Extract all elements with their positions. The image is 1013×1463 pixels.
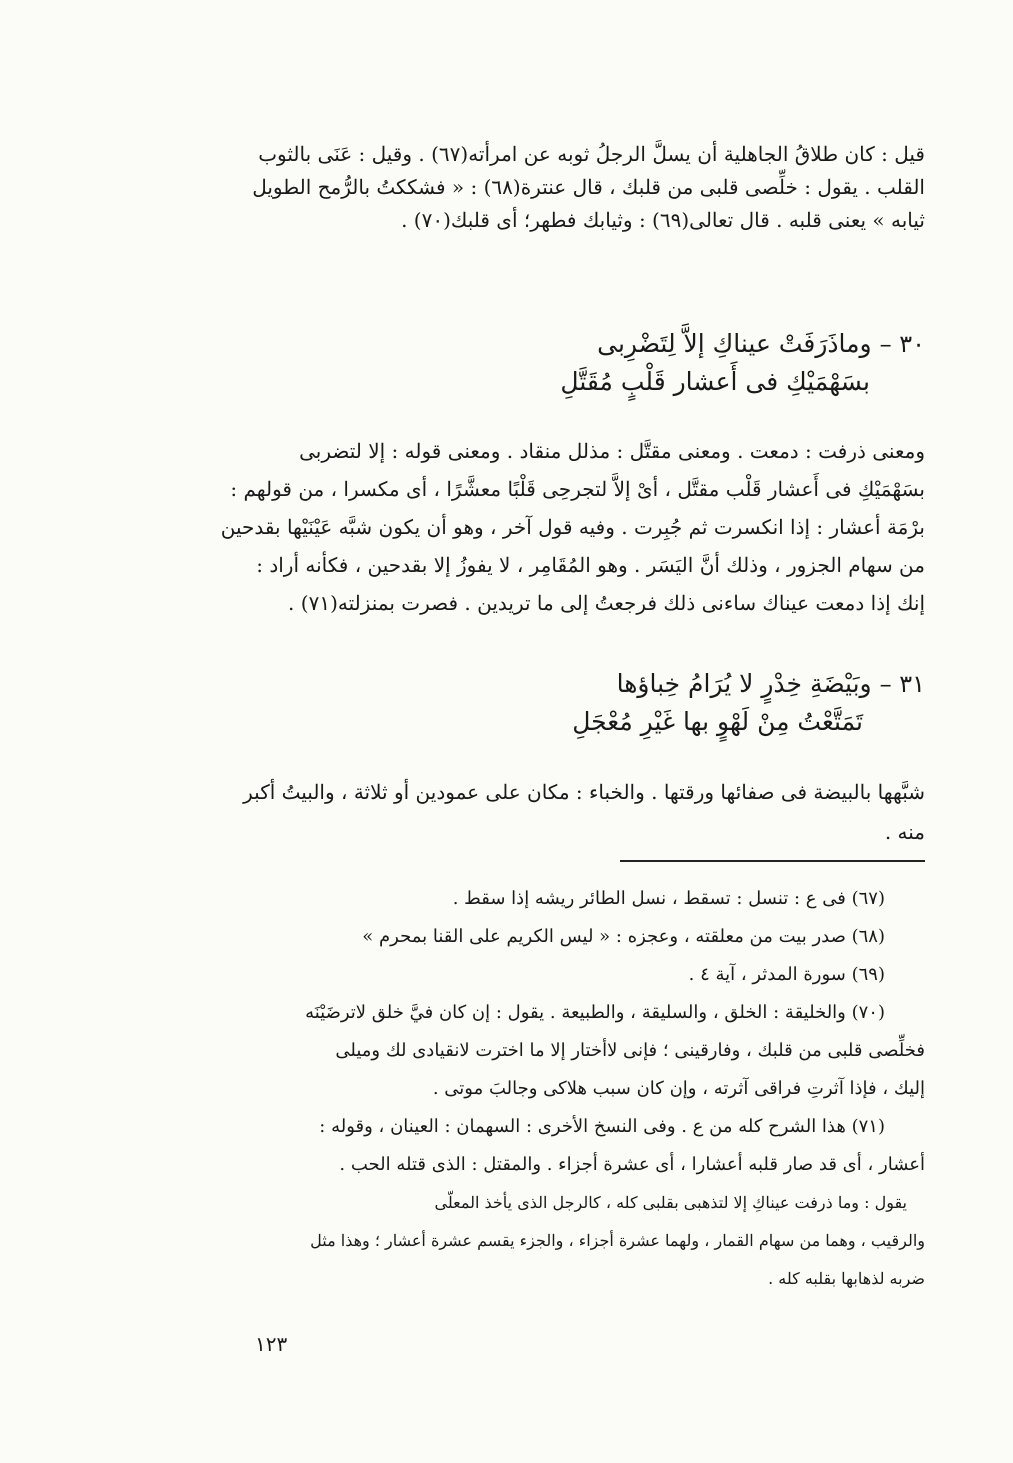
text-line: قيل : كان طلاقُ الجاهلية أن يسلَّ الرجلُ ثوبه عن امرأته(٦٧) . وقيل : عَنَى بالثوب bbox=[258, 142, 925, 166]
footnote-70-line: (٧٠) والخليقة : الخلق ، والسليقة ، والطبيعة . يقول : إن كان فيَّ خلق لاترضَيْنَه bbox=[305, 1002, 885, 1023]
text-line: برْمَة أعشار : إذا انكسرت ثم جُبِرت . وفيه قول آخر ، وهو أن يكون شبَّه عَيْنَيْها بقدحين bbox=[220, 515, 925, 539]
text-line: من سهام الجزور ، وذلك أنَّ اليَسَر . وهو المُقَامِر ، لا يفوزُ إلا بقدحين ، فكأنه أراد : bbox=[256, 553, 925, 577]
footnote-68: (٦٨) صدر بيت من معلقته ، وعجزه : « ليس الكريم على القنا بمحرم » bbox=[362, 926, 885, 947]
verse-31 bbox=[180, 665, 925, 741]
commentary-30 bbox=[180, 432, 925, 622]
text-line: ومعنى ذرفت : دمعت . ومعنى مقتَّل : مذلل منقاد . ومعنى قوله : إلا لتضربى bbox=[299, 439, 925, 463]
footnote-71-line: (٧١) هذا الشرح كله من ع . وفى النسخ الأخرى : السهمان : العينان ، وقوله : bbox=[319, 1116, 885, 1137]
footnote-67: (٦٧) فى ع : تنسل : تسقط ، نسل الطائر ريشه إذا سقط . bbox=[452, 888, 885, 909]
verse-number: ٣٠ – bbox=[879, 330, 925, 358]
text-line: بسَهْمَيْكِ فى أَعشار قَلْب مقتَّل ، أىْ إلاَّ لتجرحِى قَلْبًا معشَّرًا ، أى مكسرا ، من قولهم : bbox=[230, 477, 925, 501]
footnote-69: (٦٩) سورة المدثر ، آية ٤ . bbox=[688, 964, 885, 985]
footnote-71-line: أعشار ، أى قد صار قلبه أعشارا ، أى عشرة أجزاء . والمقتل : الذى قتله الحب . bbox=[339, 1154, 925, 1175]
text-line: شبَّهها بالبيضة فى صفائها ورقتها . والخباء : مكان على عمودين أو ثلاثة ، والبيتُ أكبر bbox=[243, 780, 925, 804]
verse-30 bbox=[180, 325, 925, 401]
page-number: ١٢٣ bbox=[255, 1332, 288, 1356]
text-line: القلب . يقول : خلِّصى قلبى من قلبك ، قال عنترة(٦٨) : « فشككتُ بالرُّمح الطويل bbox=[252, 175, 925, 199]
verse-hemistich-2: تَمَتَّعْتُ مِنْ لَهْوٍ بها غَيْرِ مُعْجَلِ bbox=[572, 707, 863, 736]
verse-hemistich-1 bbox=[180, 325, 925, 363]
verse-hemistich-2: بسَهْمَيْكِ فى أَعشار قَلْبٍ مُقَتَّلِ bbox=[560, 367, 870, 396]
text-line: ثيابه » يعنى قلبه . قال تعالى(٦٩) : وثيابك فطهر؛ أى قلبك(٧٠) . bbox=[401, 208, 925, 232]
footnote-extra-line: ضربه لذهابها بقلبه كله . bbox=[768, 1269, 925, 1288]
footnote-extra-line: يقول : وما ذرفت عيناكِ إلا لتذهبى بقلبى كله ، كالرجل الذى يأخذ المعلّى bbox=[434, 1193, 907, 1212]
verse-text: وماذَرَفَتْ عيناكِ إلاَّ لِتَضْرِبى bbox=[597, 329, 872, 358]
footnote-70-line: فخلِّصى قلبى من قلبك ، وفارقينى ؛ فإنى لاأختار إلا ما اخترت لانقيادى لك وميلى bbox=[335, 1040, 925, 1061]
verse-hemistich-1 bbox=[180, 665, 925, 703]
verse-text: وبَيْضَةِ خِدْرٍ لا يُرَامُ خِباؤها bbox=[616, 669, 872, 698]
footnotes bbox=[180, 880, 925, 1298]
footnote-70-line: إليك ، فإذا آثرتِ فراقى آثرته ، وإن كان سبب هلاكى وجالبَ موتى . bbox=[432, 1078, 925, 1099]
text-line: منه . bbox=[884, 820, 925, 844]
top-paragraph bbox=[180, 138, 925, 237]
footnote-rule bbox=[620, 860, 925, 862]
commentary-31 bbox=[180, 772, 925, 852]
verse-number: ٣١ – bbox=[879, 670, 925, 698]
footnote-extra-line: والرقيب ، وهما من سهام القمار ، ولهما عشرة أجزاء ، والجزء يقسم عشرة أعشار ؛ وهذا مثل bbox=[310, 1231, 925, 1250]
text-line: إنك إذا دمعت عيناك ساءنى ذلك فرجعتُ إلى ما تريدين . فصرت بمنزلته(٧١) . bbox=[288, 591, 925, 615]
